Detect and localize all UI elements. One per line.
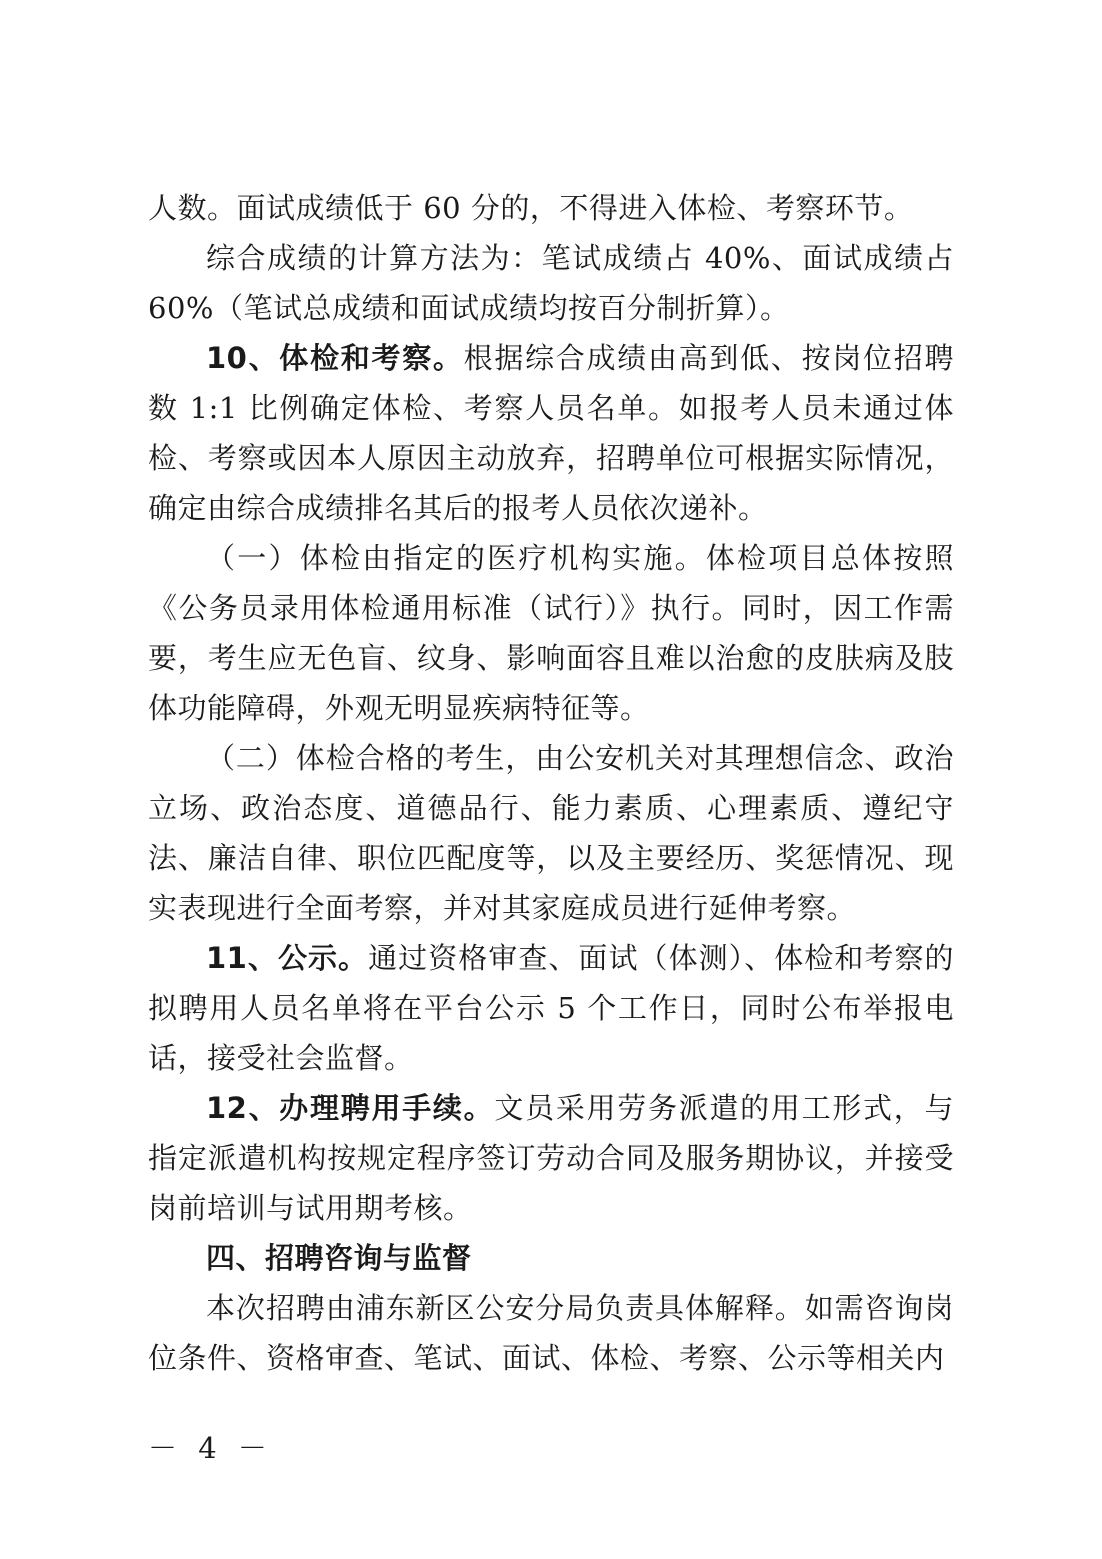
item-10-title: 10、体检和考察。 [206, 341, 464, 375]
page-number: － 4 － [148, 1431, 273, 1465]
document-body [148, 183, 954, 1383]
section-heading-consultation: 四、招聘咨询与监督 [206, 1241, 472, 1275]
paragraph-score-calculation: 综合成绩的计算方法为：笔试成绩占 40%、面试成绩占 60%（笔试总成绩和面试成绩均按百分制折算）。 [148, 241, 954, 325]
paragraph-employment-procedure [148, 1083, 954, 1233]
paragraph-public-notice [148, 933, 954, 1083]
item-12-body: 文员采用劳务派遣的用工形式，与指定派遣机构按规定程序签订劳动合同及服务期协议，并接受岗前培训与试用期考核。 [148, 1091, 954, 1225]
paragraph-consultation: 本次招聘由浦东新区公安分局负责具体解释。如需咨询岗位条件、资格审查、笔试、面试、体检、考察、公示等相关内 [148, 1291, 954, 1375]
item-11-title: 11、公示。 [206, 941, 369, 975]
paragraph-physical-exam-inspection [148, 333, 954, 533]
item-11-body: 通过资格审查、面试（体测）、体检和考察的拟聘用人员名单将在平台公示 5 个工作日，同时公布举报电话，接受社会监督。 [148, 941, 954, 1075]
paragraph-physical-exam: （一）体检由指定的医疗机构实施。体检项目总体按照《公务员录用体检通用标准（试行）》执行。同时，因工作需要，考生应无色盲、纹身、影响面容且难以治愈的皮肤病及肢体功能障碍，外观无明显疾病特征等。 [148, 541, 954, 725]
item-10-body: 根据综合成绩由高到低、按岗位招聘数 1:1 比例确定体检、考察人员名单。如报考人员未通过体检、考察或因本人原因主动放弃，招聘单位可根据实际情况，确定由综合成绩排名其后的报考人员依次递补。 [148, 341, 954, 525]
paragraph-inspection: （二）体检合格的考生，由公安机关对其理想信念、政治立场、政治态度、道德品行、能力素质、心理素质、遵纪守法、廉洁自律、职位匹配度等，以及主要经历、奖惩情况、现实表现进行全面考察，并对其家庭成员进行延伸考察。 [148, 741, 954, 925]
paragraph-continued: 人数。面试成绩低于 60 分的，不得进入体检、考察环节。 [148, 191, 914, 225]
item-12-title: 12、办理聘用手续。 [206, 1091, 495, 1125]
